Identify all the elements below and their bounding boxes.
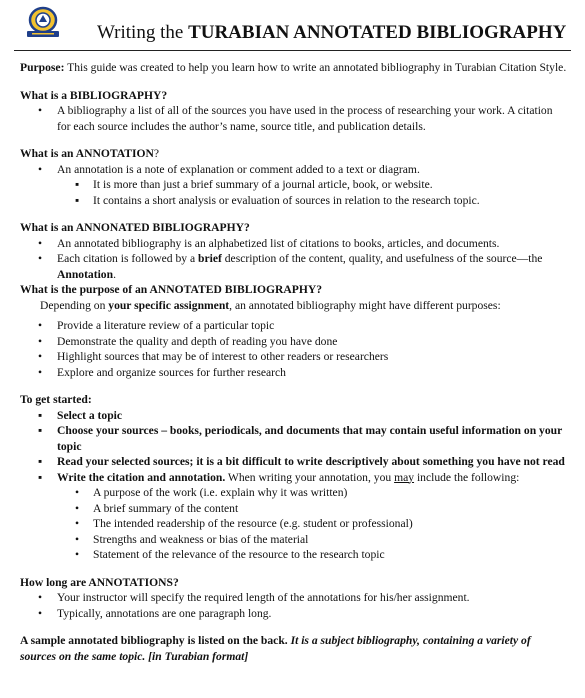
list-item: ▪ Read your selected sources; it is a bit difficult to write descriptively about something you have not read: [38, 455, 565, 468]
title-divider: [14, 50, 571, 51]
list-item: • Demonstrate the quality and depth of reading you have done: [38, 334, 338, 348]
list-item: ▪ Write the citation and annotation. When writing your annotation, you may include the following:: [38, 470, 520, 484]
page-title: Writing the TURABIAN ANNOTATED BIBLIOGRAPHY: [97, 22, 567, 43]
purposes-list: [20, 318, 568, 380]
annotated-bibliography-list: [20, 236, 568, 283]
sub-list-item: • A brief summary of the content: [75, 501, 239, 515]
list-item: • Typically, annotations are one paragraph long.: [38, 606, 272, 620]
bibliography-list: [20, 103, 568, 134]
annotated-bibliography-heading: What is an ANNONATED BIBLIOGRAPHY?: [20, 221, 250, 234]
sub-list-item: • A purpose of the work (i.e. explain why it was written): [75, 486, 348, 499]
get-started-list: [20, 408, 568, 563]
list-item: • An annotated bibliography is an alphabetized list of citations to books, articles, and documents.: [38, 236, 500, 250]
annotation-list: [20, 162, 568, 209]
list-item: ▪ Choose your sources – books, periodicals, and documents that may contain useful information on your topic: [38, 424, 563, 453]
sample-note: A sample annotated bibliography is listed on the back. It is a subject bibliography, containing a variety of sources on the same topic. [in Turabian format]: [20, 634, 531, 663]
how-long-list: [20, 590, 568, 621]
annotation-heading: What is an ANNOTATION?: [20, 147, 160, 160]
sub-list-item: • Statement of the relevance of the resource to the research topic: [75, 548, 385, 561]
sub-list-item: ▪ It contains a short analysis or evaluation of sources in relation to the research topic.: [75, 193, 480, 207]
get-started-heading: To get started:: [20, 393, 92, 406]
list-item: • An annotation is a note of explanation or comment added to a text or diagram.: [38, 162, 420, 176]
list-item: • Your instructor will specify the required length of the annotations for his/her assignment.: [38, 591, 470, 604]
list-item: • A bibliography a list of all of the sources you have used in the process of researching your work. A citation for each source includes the author’s name, source title, and publication details.: [38, 104, 553, 133]
purpose-paragraph: Purpose: This guide was created to help you learn how to write an annotated bibliography in Turabian Citation Style.: [20, 61, 567, 74]
purpose-of-heading: What is the purpose of an ANNOTATED BIBLIOGRAPHY?: [20, 283, 323, 296]
list-item: ▪ Select a topic: [38, 408, 123, 422]
how-long-heading: How long are ANNOTATIONS?: [20, 575, 179, 589]
document-body: [20, 60, 568, 664]
sub-list-item: ▪ It is more than just a brief summary of a journal article, book, or website.: [75, 178, 433, 191]
list-item: • Each citation is followed by a brief description of the content, quality, and usefulness of the source—the Annotation.: [38, 252, 543, 281]
bibliography-heading: What is a BIBLIOGRAPHY?: [20, 88, 168, 102]
list-item: • Provide a literature review of a particular topic: [38, 319, 275, 332]
list-item: • Highlight sources that may be of interest to other readers or researchers: [38, 350, 389, 363]
sub-list-item: • Strengths and weakness or bias of the material: [75, 532, 309, 546]
sub-list-item: • The intended readership of the resource (e.g. student or professional): [75, 517, 413, 530]
university-seal-logo: [24, 6, 62, 38]
list-item: • Explore and organize sources for further research: [38, 365, 286, 379]
purpose-lead-text: Depending on your specific assignment, an annotated bibliography might have different purposes:: [40, 298, 501, 312]
